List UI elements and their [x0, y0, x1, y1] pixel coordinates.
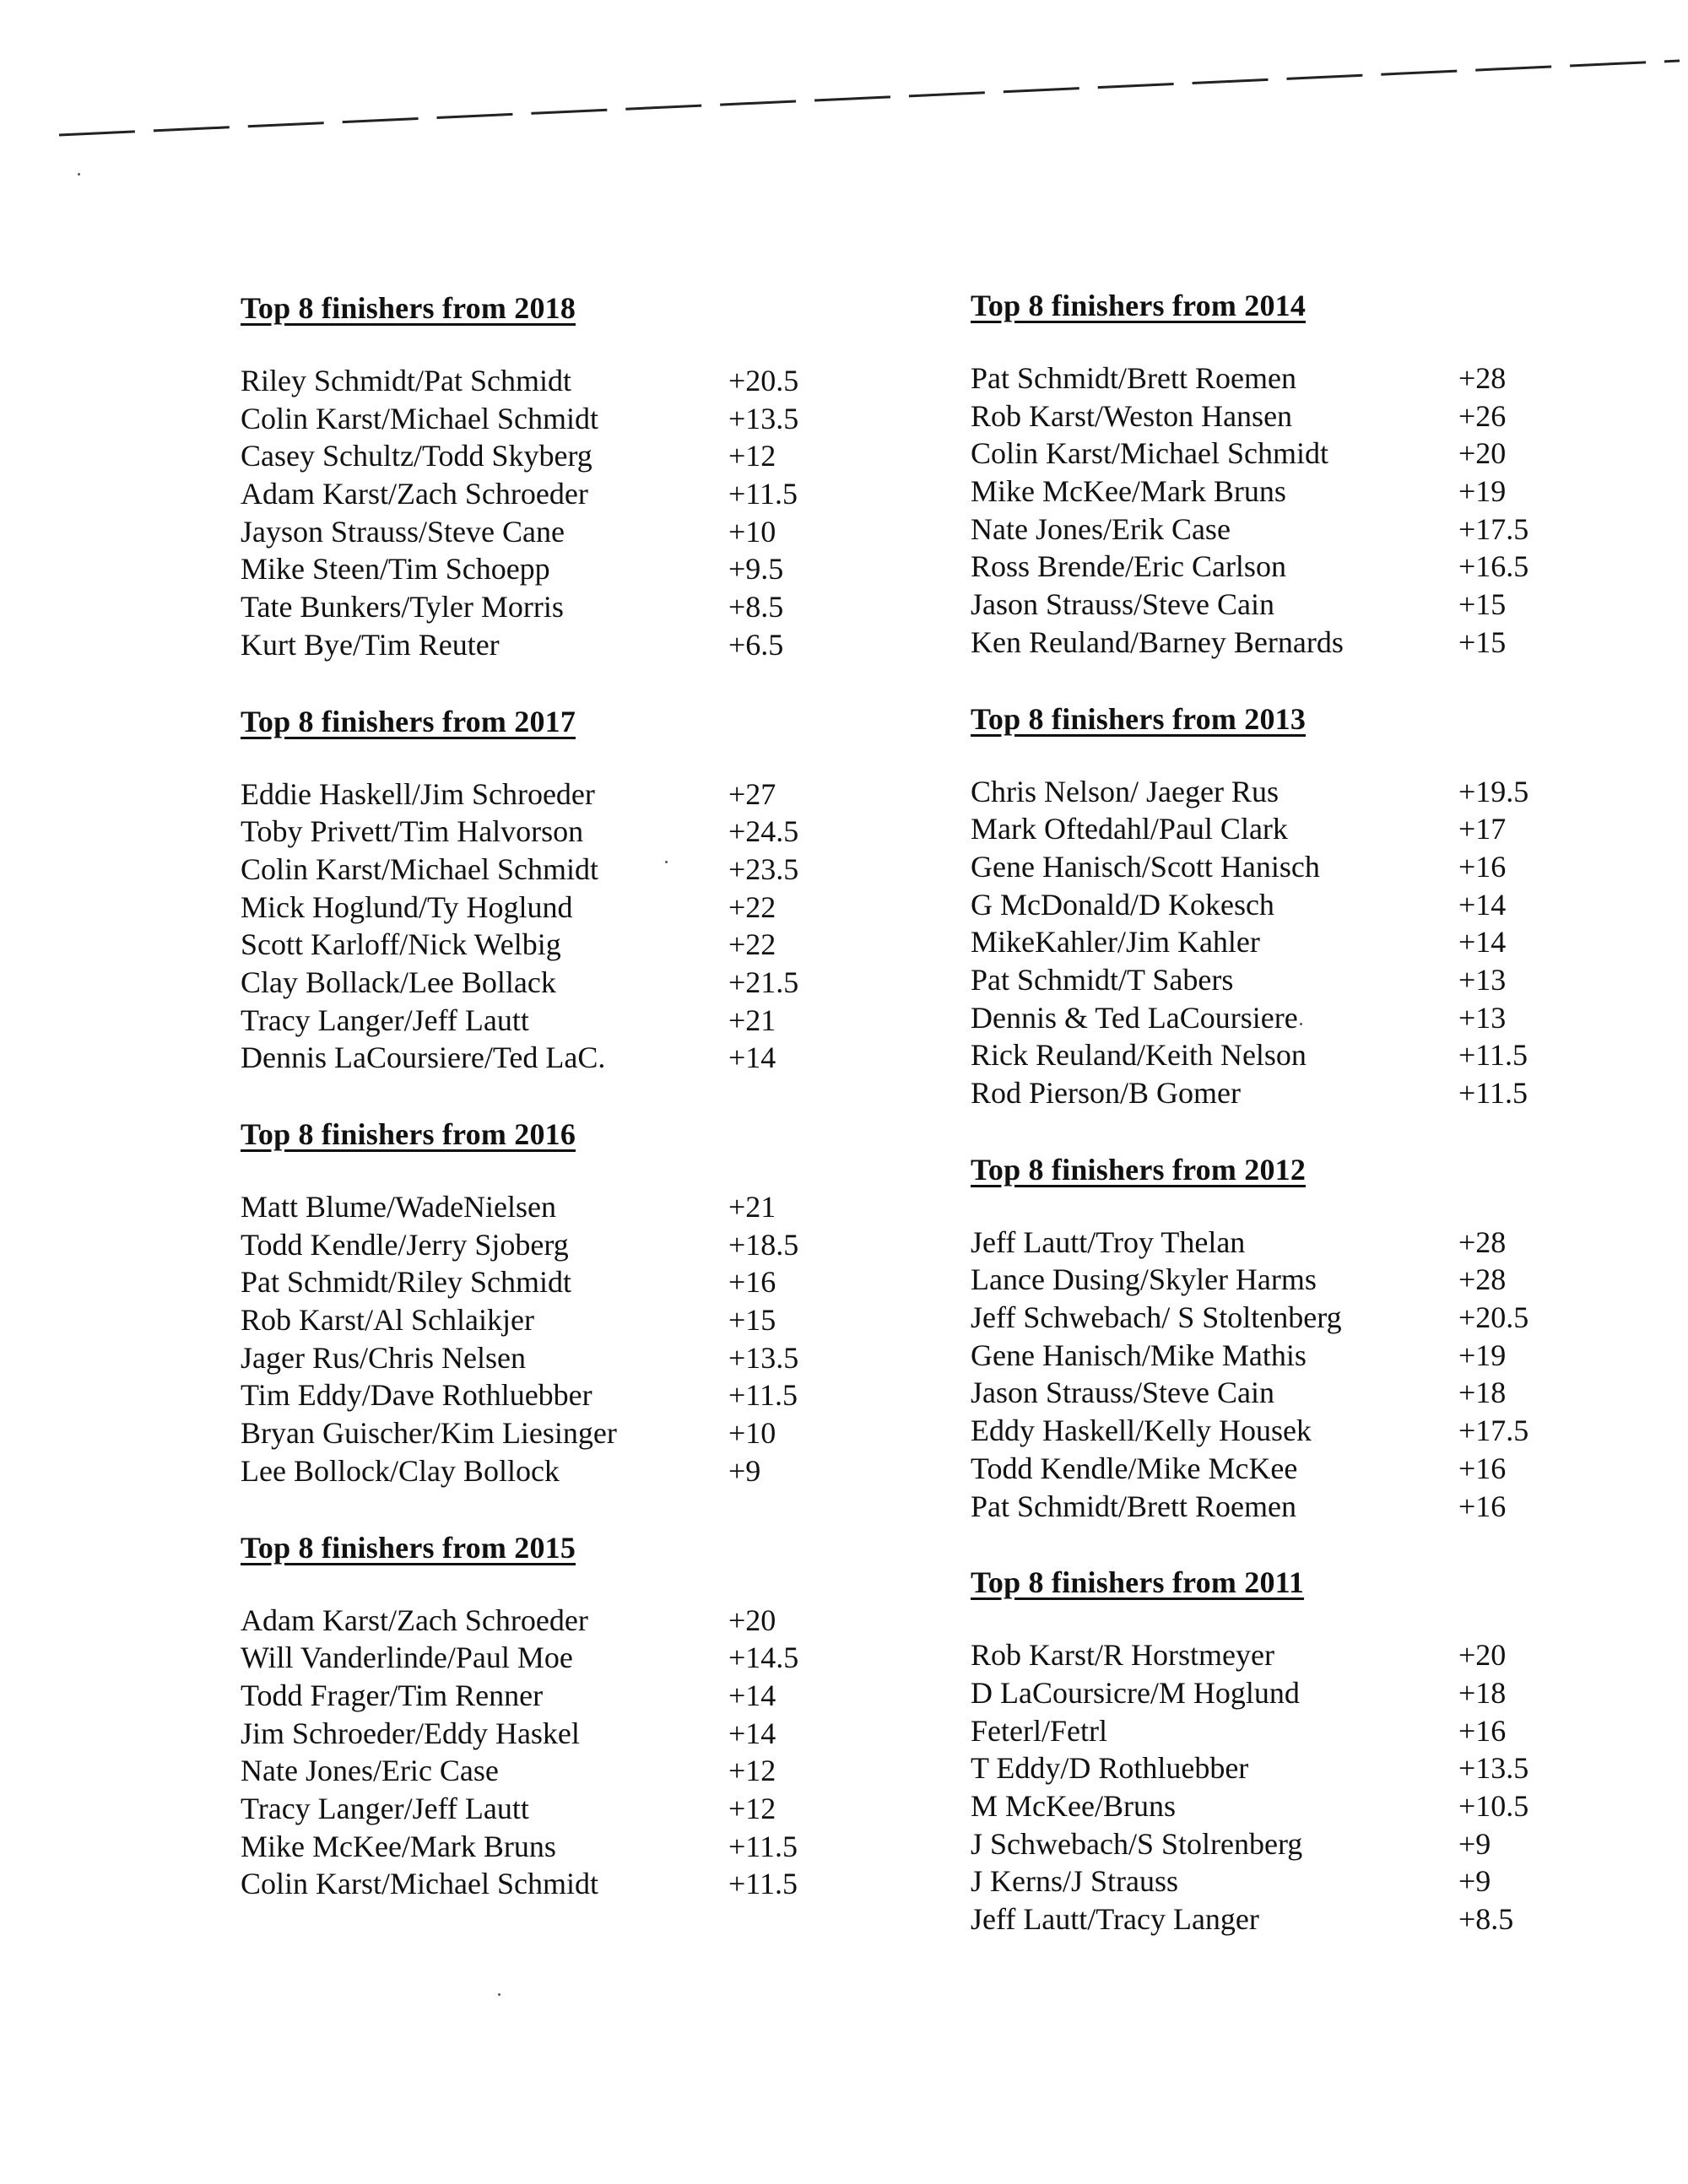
finishers-section-2011: [971, 1565, 1612, 1938]
team-score: +10: [728, 1416, 776, 1451]
team-score: +18: [1458, 1675, 1507, 1710]
team-score: +13: [1458, 962, 1507, 997]
team-name: Colin Karst/Michael Schmidt: [241, 401, 598, 435]
team-score: +19: [1458, 474, 1507, 509]
list-item: [971, 1450, 1612, 1488]
finishers-section-2018: [241, 291, 882, 705]
team-name: Mick Hoglund/Ty Hoglund: [241, 889, 573, 924]
team-name: Gene Hanisch/Scott Hanisch: [971, 849, 1320, 884]
team-name: D LaCoursicre/M Hoglund: [971, 1675, 1300, 1710]
team-score: +20.5: [1458, 1300, 1529, 1335]
list-item: [241, 1414, 882, 1452]
team-name: Mike Steen/Tim Schoepp: [241, 552, 550, 587]
list-item: [241, 1301, 882, 1339]
team-name: Colin Karst/Michael Schmidt: [971, 436, 1328, 471]
team-name: Bryan Guischer/Kim Liesinger: [241, 1416, 617, 1451]
list-item: [971, 624, 1612, 662]
team-score: +11.5: [1458, 1038, 1528, 1073]
list-item: [241, 1188, 882, 1226]
finishers-section-2015: [241, 1531, 882, 1904]
team-name: MikeKahler/Jim Kahler: [971, 925, 1260, 960]
list-item: [971, 511, 1612, 549]
list-item: [241, 400, 882, 438]
team-score: +16: [1458, 849, 1507, 884]
list-item: [241, 1226, 882, 1264]
team-score: +20: [1458, 436, 1507, 471]
team-name: Tracy Langer/Jeff Lautt: [241, 1003, 529, 1037]
team-score: +9: [728, 1453, 761, 1488]
team-name: G McDonald/D Kokesch: [971, 887, 1274, 922]
list-item: [971, 810, 1612, 848]
list-item: [241, 550, 882, 588]
list-item: [241, 1828, 882, 1866]
team-name: Pat Schmidt/T Sabers: [971, 962, 1234, 997]
team-name: Ken Reuland/Barney Bernards: [971, 624, 1344, 659]
list-item: [241, 1263, 882, 1301]
team-name: Kurt Bye/Tim Reuter: [241, 627, 500, 662]
list-item: [971, 886, 1612, 924]
team-name: Rick Reuland/Keith Nelson: [971, 1038, 1307, 1073]
list-item: [971, 1412, 1612, 1450]
team-score: +28: [1458, 1262, 1507, 1297]
section-title: Top 8 finishers from 2014: [971, 289, 1307, 322]
team-score: +14: [728, 1716, 776, 1750]
team-score: +6.5: [728, 627, 784, 662]
team-score: +10.5: [1458, 1788, 1529, 1823]
scan-artifact-line: [0, 0, 1688, 169]
team-name: Matt Blume/WadeNielsen: [241, 1190, 557, 1224]
team-name: J Schwebach/S Stolrenberg: [971, 1826, 1303, 1861]
team-score: +19: [1458, 1338, 1507, 1372]
team-name: Nate Jones/Erik Case: [971, 511, 1231, 546]
team-score: +21: [728, 1190, 776, 1224]
section-title: Top 8 finishers from 2011: [971, 1565, 1305, 1600]
team-name: Rob Karst/R Horstmeyer: [971, 1638, 1274, 1673]
team-score: +15: [728, 1303, 776, 1338]
list-item: [971, 1074, 1612, 1112]
list-item: [241, 1039, 882, 1077]
team-name: Feterl/Fetrl: [971, 1713, 1107, 1748]
list-item: [241, 926, 882, 964]
team-name: Jeff Lautt/Tracy Langer: [971, 1902, 1259, 1936]
team-name: Dennis LaCoursiere/Ted LaC.: [241, 1041, 606, 1075]
team-name: Adam Karst/Zach Schroeder: [241, 1603, 588, 1637]
section-title: Top 8 finishers from 2013: [971, 701, 1307, 736]
list-item: [971, 1261, 1612, 1299]
list-item: [241, 776, 882, 814]
finishers-section-2014: [971, 289, 1612, 702]
team-score: +20: [1458, 1638, 1507, 1673]
list-item: [241, 1715, 882, 1753]
list-item: [241, 437, 882, 475]
list-item: [971, 961, 1612, 999]
section-title: Top 8 finishers from 2017: [241, 704, 576, 738]
team-name: Rob Karst/Al Schlaikjer: [241, 1303, 534, 1338]
section-title: Top 8 finishers from 2016: [241, 1117, 576, 1151]
list-item: [971, 1488, 1612, 1526]
team-name: Tate Bunkers/Tyler Morris: [241, 590, 564, 624]
team-name: M McKee/Bruns: [971, 1788, 1176, 1823]
team-score: +26: [1458, 398, 1507, 433]
team-name: J Kerns/J Strauss: [971, 1864, 1179, 1899]
list-item: [241, 1002, 882, 1040]
finishers-section-2012: [971, 1153, 1612, 1566]
finishers-section-2016: [241, 1117, 882, 1531]
team-score: +22: [728, 927, 776, 962]
team-name: Eddie Haskell/Jim Schroeder: [241, 776, 595, 811]
team-score: +13.5: [1458, 1751, 1529, 1786]
team-score: +16: [1458, 1713, 1507, 1748]
list-item: [971, 473, 1612, 511]
team-score: +17.5: [1458, 511, 1529, 546]
team-name: Jeff Lautt/Troy Thelan: [971, 1224, 1246, 1259]
team-score: +14: [728, 1041, 776, 1075]
section-title: Top 8 finishers from 2015: [241, 1530, 576, 1565]
team-name: Pat Schmidt/Riley Schmidt: [241, 1265, 572, 1300]
team-score: +14: [1458, 887, 1507, 922]
team-name: Jager Rus/Chris Nelsen: [241, 1340, 526, 1375]
team-score: +17: [1458, 812, 1507, 846]
list-item: [971, 1374, 1612, 1412]
team-name: Jeff Schwebach/ S Stoltenberg: [971, 1300, 1342, 1335]
team-score: +11.5: [1458, 1076, 1528, 1110]
team-score: +14.5: [728, 1641, 799, 1675]
team-score: +13: [1458, 1000, 1507, 1035]
list-item: [241, 1677, 882, 1715]
team-score: +27: [728, 776, 776, 811]
list-item: [241, 964, 882, 1002]
team-score: +19.5: [1458, 774, 1529, 808]
list-item: [241, 513, 882, 551]
team-score: +16: [1458, 1451, 1507, 1485]
team-score: +24.5: [728, 814, 799, 849]
list-item: [971, 999, 1612, 1037]
list-item: [241, 1865, 882, 1903]
list-item: [971, 773, 1612, 811]
team-name: Tracy Langer/Jeff Lautt: [241, 1791, 529, 1825]
right-column: [971, 289, 1612, 1938]
list-item: [241, 851, 882, 889]
team-score: +8.5: [728, 590, 784, 624]
list-item: [971, 397, 1612, 435]
team-score: +14: [1458, 925, 1507, 960]
team-name: Will Vanderlinde/Paul Moe: [241, 1641, 573, 1675]
team-score: +10: [728, 514, 776, 549]
list-item: [971, 1299, 1612, 1337]
team-score: +11.5: [728, 477, 798, 511]
team-name: Colin Karst/Michael Schmidt: [241, 1867, 598, 1901]
team-name: Jason Strauss/Steve Cain: [971, 587, 1274, 622]
team-score: +12: [728, 439, 776, 473]
list-item: [241, 1339, 882, 1377]
team-score: +8.5: [1458, 1902, 1514, 1936]
scan-speck: [78, 173, 80, 176]
list-item: [971, 548, 1612, 586]
team-score: +20.5: [728, 364, 799, 397]
list-item: [971, 1224, 1612, 1262]
section-title: Top 8 finishers from 2018: [241, 291, 576, 325]
team-score: +12: [728, 1754, 776, 1788]
list-item: [971, 1712, 1612, 1750]
team-score: +15: [1458, 587, 1507, 622]
team-score: +21.5: [728, 965, 799, 999]
team-name: Tim Eddy/Dave Rothluebber: [241, 1378, 592, 1413]
team-score: +11.5: [728, 1829, 798, 1863]
team-score: +21: [728, 1003, 776, 1037]
finishers-section-2013: [971, 702, 1612, 1153]
team-score: +9.5: [728, 552, 784, 587]
team-name: Todd Kendle/Jerry Sjoberg: [241, 1227, 569, 1262]
team-score: +12: [728, 1791, 776, 1825]
team-name: Mike McKee/Mark Bruns: [971, 474, 1286, 509]
team-name: Colin Karst/Michael Schmidt: [241, 851, 598, 886]
team-score: +16: [728, 1265, 776, 1300]
list-item: [241, 813, 882, 851]
list-item: [241, 1376, 882, 1414]
list-item: [241, 475, 882, 513]
team-score: +20: [728, 1603, 776, 1637]
team-name: Rod Pierson/B Gomer: [971, 1076, 1241, 1110]
team-name: Riley Schmidt/Pat Schmidt: [241, 364, 572, 397]
team-name: Scott Karloff/Nick Welbig: [241, 927, 561, 962]
list-item: [241, 1452, 882, 1490]
list-item: [971, 1674, 1612, 1712]
team-name: Mike McKee/Mark Bruns: [241, 1829, 556, 1863]
finishers-section-2017: [241, 705, 882, 1118]
team-score: +28: [1458, 361, 1507, 395]
list-item: [241, 626, 882, 664]
team-name: Todd Kendle/Mike McKee: [971, 1451, 1298, 1485]
list-item: [971, 1900, 1612, 1938]
team-name: Chris Nelson/ Jaeger Rus: [971, 774, 1279, 808]
team-name: Eddy Haskell/Kelly Housek: [971, 1414, 1312, 1448]
team-name: Lance Dusing/Skyler Harms: [971, 1262, 1317, 1297]
team-name: Jason Strauss/Steve Cain: [971, 1376, 1274, 1410]
team-score: +11.5: [728, 1378, 798, 1413]
team-name: Todd Frager/Tim Renner: [241, 1678, 544, 1712]
team-score: +16: [1458, 1489, 1507, 1523]
list-item: [971, 1749, 1612, 1787]
team-name: Adam Karst/Zach Schroeder: [241, 477, 588, 511]
list-item: [971, 1825, 1612, 1863]
list-item: [241, 588, 882, 626]
team-score: +13.5: [728, 1340, 799, 1375]
list-item: [971, 1862, 1612, 1900]
team-score: +18: [1458, 1376, 1507, 1410]
team-name: Jayson Strauss/Steve Cane: [241, 514, 565, 549]
team-name: T Eddy/D Rothluebber: [971, 1751, 1249, 1786]
list-item: [971, 586, 1612, 624]
team-name: Toby Privett/Tim Halvorson: [241, 814, 584, 849]
list-item: [971, 923, 1612, 961]
list-item: [971, 1787, 1612, 1825]
list-item: [241, 889, 882, 927]
list-item: [241, 1752, 882, 1790]
team-name: Clay Bollack/Lee Bollack: [241, 965, 556, 999]
left-column: [241, 291, 882, 1903]
scan-speck: [498, 1993, 500, 1996]
team-name: Nate Jones/Eric Case: [241, 1754, 499, 1788]
team-score: +13.5: [728, 401, 799, 435]
team-name: Pat Schmidt/Brett Roemen: [971, 361, 1296, 395]
section-title: Top 8 finishers from 2012: [971, 1152, 1307, 1187]
team-name: Gene Hanisch/Mike Mathis: [971, 1338, 1307, 1372]
team-name: Mark Oftedahl/Paul Clark: [971, 812, 1288, 846]
team-name: Lee Bollock/Clay Bollock: [241, 1453, 560, 1488]
list-item: [241, 1790, 882, 1828]
team-score: +9: [1458, 1826, 1491, 1861]
team-score: +15: [1458, 624, 1507, 659]
list-item: [971, 359, 1612, 397]
team-score: +9: [1458, 1864, 1491, 1899]
list-item: [971, 848, 1612, 886]
team-name: Rob Karst/Weston Hansen: [971, 398, 1293, 433]
team-score: +14: [728, 1678, 776, 1712]
team-name: Ross Brende/Eric Carlson: [971, 549, 1286, 584]
list-item: [241, 1639, 882, 1677]
list-item: [971, 1337, 1612, 1375]
list-item: [241, 1602, 882, 1640]
list-item: [241, 362, 882, 400]
list-item: [971, 435, 1612, 473]
list-item: [971, 1036, 1612, 1074]
team-score: +17.5: [1458, 1414, 1529, 1448]
team-name: Casey Schultz/Todd Skyberg: [241, 439, 592, 473]
team-name: Pat Schmidt/Brett Roemen: [971, 1489, 1296, 1523]
team-score: +18.5: [728, 1227, 799, 1262]
team-name: Dennis & Ted LaCoursiere: [971, 1000, 1298, 1035]
team-score: +28: [1458, 1224, 1507, 1259]
team-name: Jim Schroeder/Eddy Haskel: [241, 1716, 580, 1750]
team-score: +22: [728, 889, 776, 924]
team-score: +11.5: [728, 1867, 798, 1901]
list-item: [971, 1636, 1612, 1674]
team-score: +23.5: [728, 851, 799, 886]
team-score: +16.5: [1458, 549, 1529, 584]
